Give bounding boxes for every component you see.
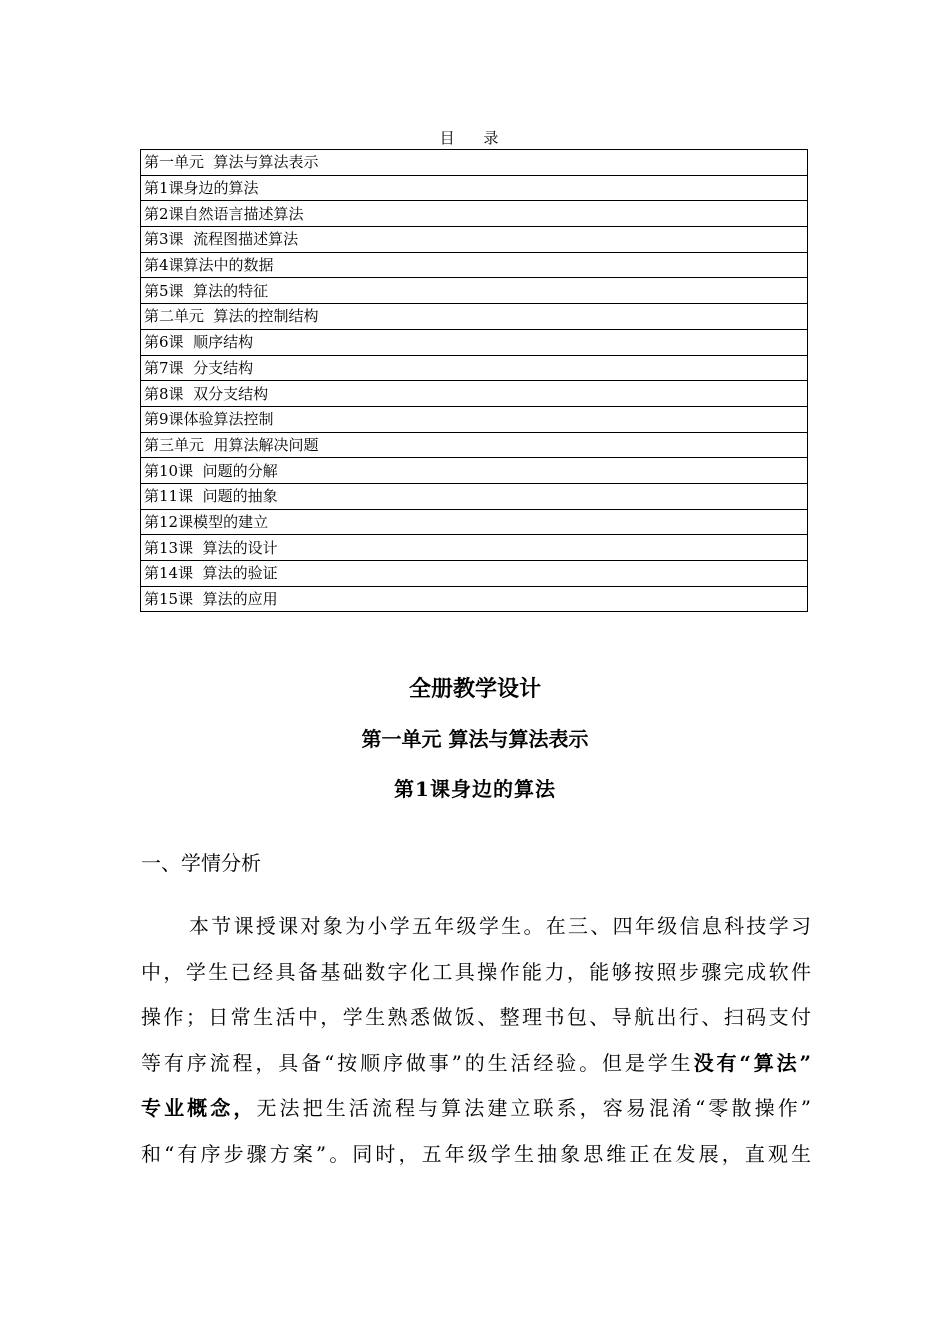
toc-row [141,252,808,278]
toc-title: 目 录 [439,129,511,147]
toc-item: 第1课身边的算法 [141,175,808,201]
toc-row [141,483,808,509]
toc-row [141,355,808,381]
main-title: 全册教学设计 [408,676,541,702]
toc-item: 第14课 算法的验证 [141,561,808,587]
emphasis-text: 没有“算法” [693,1050,811,1075]
body-paragraph [141,904,811,1177]
emphasis-text: 专业概念， [141,1096,257,1120]
toc-item: 第2课自然语言描述算法 [141,201,808,227]
toc-item: 第二单元 算法的控制结构 [141,304,808,330]
toc-row [141,201,808,227]
toc-row [141,535,808,561]
paragraph-line [141,1041,811,1087]
toc-item: 第5课 算法的特征 [141,278,808,304]
toc-item: 第一单元 算法与算法表示 [141,150,808,176]
toc-item: 第9课体验算法控制 [141,406,808,432]
paragraph-line: 操作；日常生活中，学生熟悉做饭、整理书包、导航出行、扫码支付 [141,1005,811,1029]
toc-item: 第10课 问题的分解 [141,458,808,484]
toc-row [141,406,808,432]
section-title: 一、学情分析 [141,851,261,875]
paragraph-line [141,1086,811,1132]
toc-item: 第7课 分支结构 [141,355,808,381]
paragraph-text: 无法把生活流程与算法建立联系，容易混淆“零散操作” [256,1096,812,1120]
toc-item: 第3课 流程图描述算法 [141,227,808,253]
toc-item: 第11课 问题的抽象 [141,483,808,509]
toc-table [140,149,808,612]
unit-title: 第一单元 算法与算法表示 [361,727,589,751]
toc-row [141,432,808,458]
toc-row [141,509,808,535]
toc-item: 第15课 算法的应用 [141,586,808,612]
toc-row [141,175,808,201]
toc-item: 第6课 顺序结构 [141,329,808,355]
toc-item: 第12课模型的建立 [141,509,808,535]
toc-item: 第13课 算法的设计 [141,535,808,561]
toc-row [141,150,808,176]
toc-row [141,329,808,355]
lesson-title: 第1课身边的算法 [394,777,556,801]
toc-row [141,381,808,407]
toc-row [141,304,808,330]
toc-row [141,561,808,587]
paragraph-text: 等有序流程，具备“按顺序做事”的生活经验。但是学生 [141,1050,694,1075]
toc-row [141,458,808,484]
toc-row [141,227,808,253]
paragraph-line: 中，学生已经具备基础数字化工具操作能力，能够按照步骤完成软件 [141,959,811,984]
toc-row [141,278,808,304]
paragraph-line: 本节课授课对象为小学五年级学生。在三、四年级信息科技学习 [189,914,811,938]
paragraph-line: 和“有序步骤方案”。同时，五年级学生抽象思维正在发展，直观生 [141,1141,811,1166]
toc-row [141,586,808,612]
toc-item: 第4课算法中的数据 [141,252,808,278]
toc-item: 第三单元 用算法解决问题 [141,432,808,458]
toc-item: 第8课 双分支结构 [141,381,808,407]
